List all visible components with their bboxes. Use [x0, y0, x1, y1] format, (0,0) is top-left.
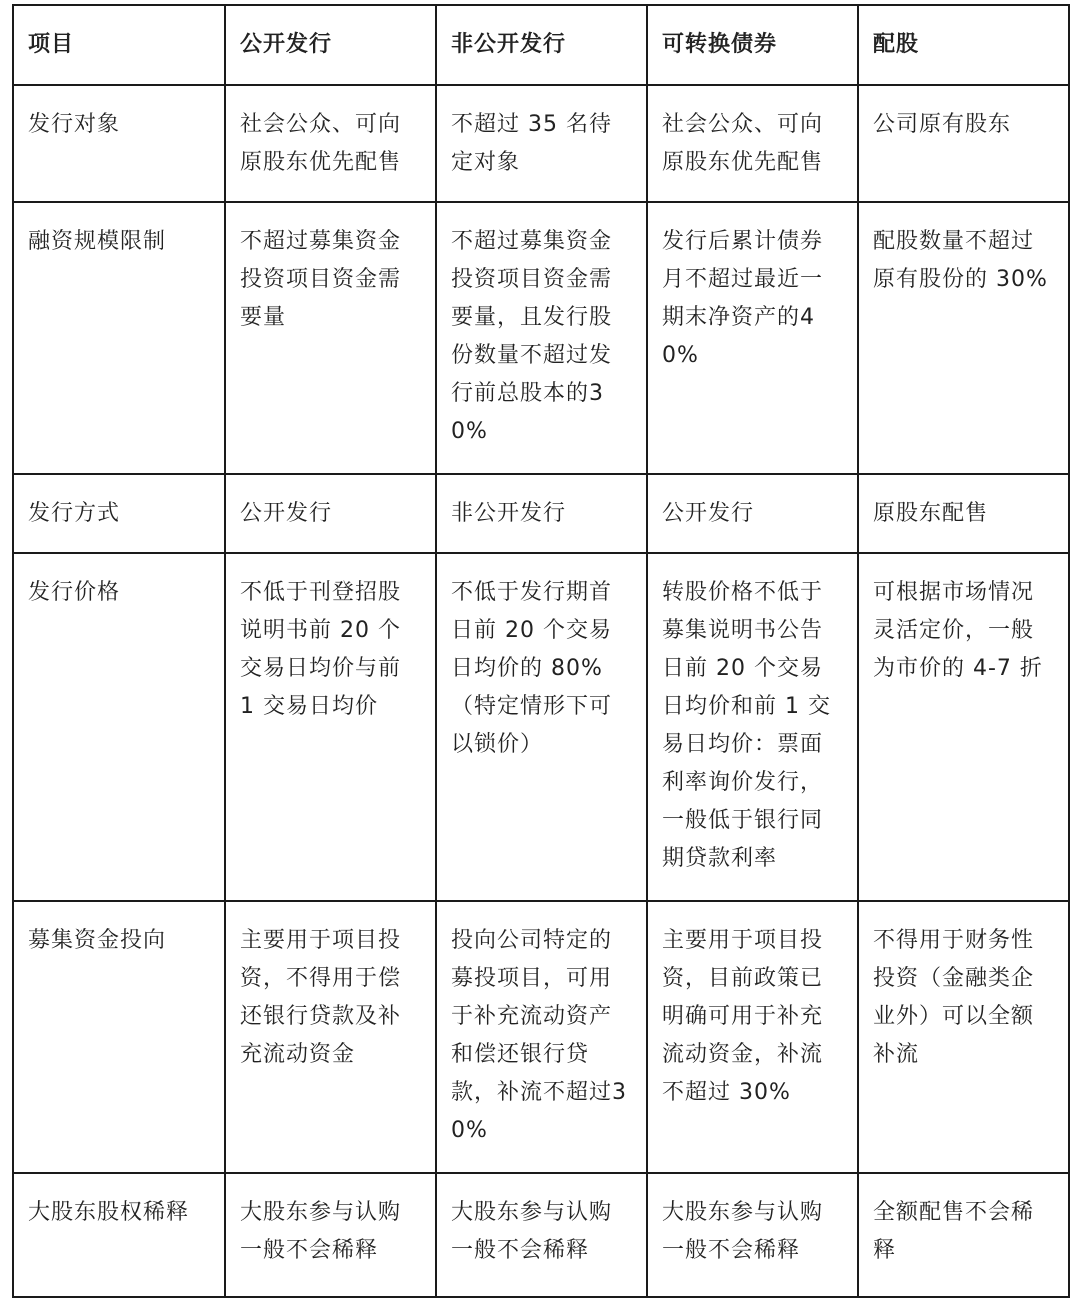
table-header-row — [13, 5, 1069, 85]
header-cell-convertible-bond: 可转换债券 — [647, 5, 858, 85]
header-cell-rights-issue: 配股 — [858, 5, 1069, 85]
table-row — [13, 901, 1069, 1173]
table-cell: 社会公众、可向原股东优先配售 — [225, 85, 436, 202]
row-label: 发行价格 — [13, 553, 225, 901]
table-cell: 转股价格不低于募集说明书公告日前 20 个交易日均价和前 1 交易日均价：票面利率询价发行，一般低于银行同期贷款利率 — [647, 553, 858, 901]
table-cell: 公开发行 — [225, 474, 436, 553]
table-cell: 公开发行 — [647, 474, 858, 553]
table-cell: 不低于刊登招股说明书前 20 个交易日均价与前 1 交易日均价 — [225, 553, 436, 901]
table-cell: 配股数量不超过原有股份的 30% — [858, 202, 1069, 474]
table-cell: 发行后累计债券月不超过最近一期末净资产的40% — [647, 202, 858, 474]
table-row — [13, 85, 1069, 202]
header-cell-public-offering: 公开发行 — [225, 5, 436, 85]
table-cell: 不超过募集资金投资项目资金需要量 — [225, 202, 436, 474]
table-cell: 大股东参与认购一般不会稀释 — [225, 1173, 436, 1297]
table-cell: 全额配售不会稀释 — [858, 1173, 1069, 1297]
table-cell: 公司原有股东 — [858, 85, 1069, 202]
table-row — [13, 1173, 1069, 1297]
table-cell: 主要用于项目投资，不得用于偿还银行贷款及补充流动资金 — [225, 901, 436, 1173]
row-label: 发行对象 — [13, 85, 225, 202]
table-cell: 不得用于财务性投资（金融类企业外）可以全额补流 — [858, 901, 1069, 1173]
header-cell-item: 项目 — [13, 5, 225, 85]
comparison-table — [12, 4, 1070, 1298]
table-cell: 大股东参与认购一般不会稀释 — [647, 1173, 858, 1297]
table-cell: 不低于发行期首日前 20 个交易日均价的 80%（特定情形下可以锁价） — [436, 553, 647, 901]
table-cell: 社会公众、可向原股东优先配售 — [647, 85, 858, 202]
table-cell: 投向公司特定的募投项目，可用于补充流动资产和偿还银行贷款，补流不超过30% — [436, 901, 647, 1173]
table-cell: 大股东参与认购一般不会稀释 — [436, 1173, 647, 1297]
table-cell: 非公开发行 — [436, 474, 647, 553]
table-row — [13, 202, 1069, 474]
table-cell: 不超过募集资金投资项目资金需要量，且发行股份数量不超过发行前总股本的30% — [436, 202, 647, 474]
row-label: 发行方式 — [13, 474, 225, 553]
header-cell-private-placement: 非公开发行 — [436, 5, 647, 85]
table-row — [13, 474, 1069, 553]
table-cell: 原股东配售 — [858, 474, 1069, 553]
row-label: 融资规模限制 — [13, 202, 225, 474]
row-label: 大股东股权稀释 — [13, 1173, 225, 1297]
row-label: 募集资金投向 — [13, 901, 225, 1173]
table-cell: 不超过 35 名待定对象 — [436, 85, 647, 202]
table-cell: 主要用于项目投资，目前政策已明确可用于补充流动资金，补流不超过 30% — [647, 901, 858, 1173]
table-row — [13, 553, 1069, 901]
table-cell: 可根据市场情况灵活定价，一般为市价的 4-7 折 — [858, 553, 1069, 901]
